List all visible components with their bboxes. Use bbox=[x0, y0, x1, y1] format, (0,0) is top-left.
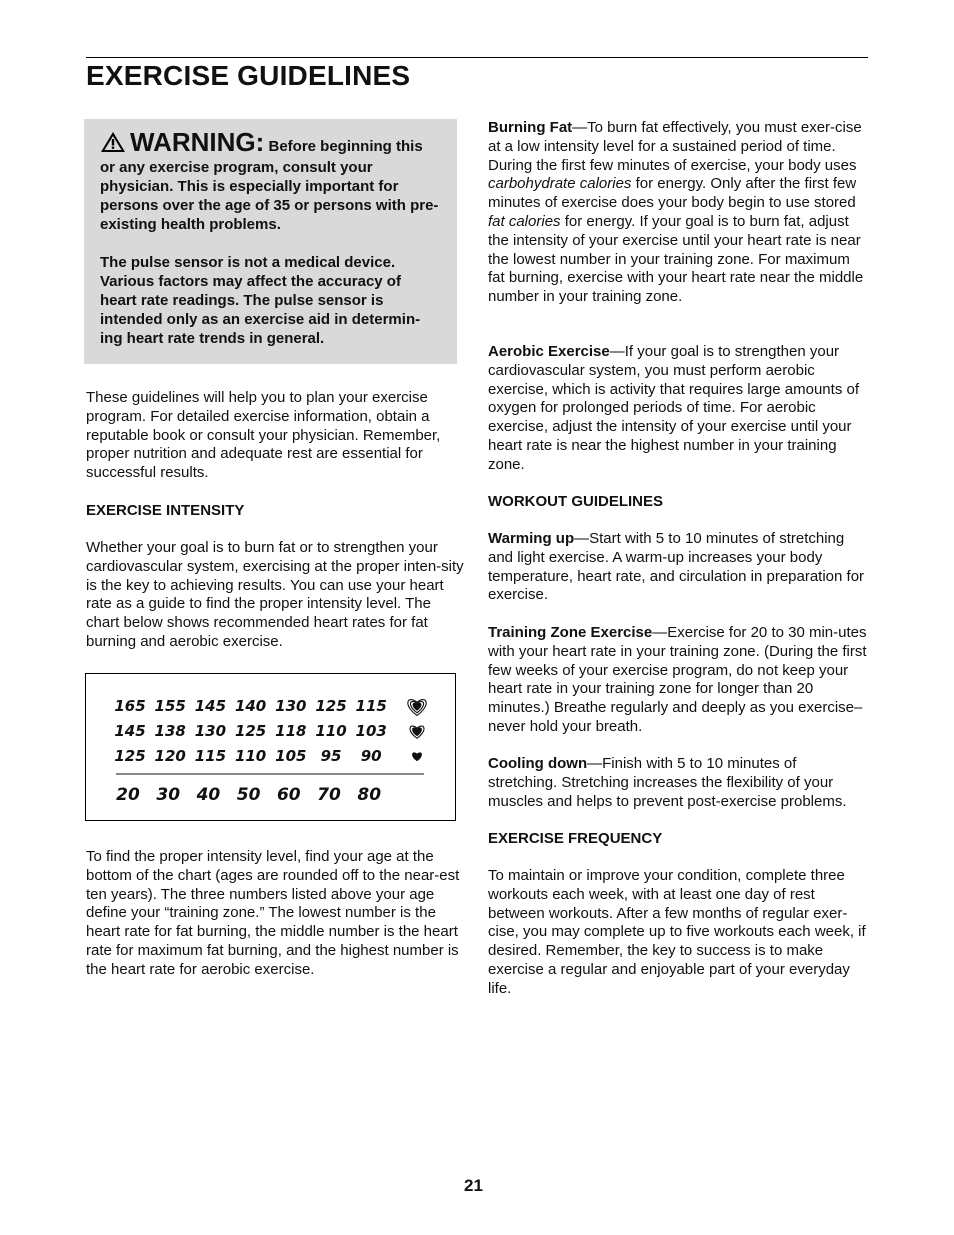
single-heart-icon bbox=[413, 753, 422, 761]
aerobic-paragraph: Aerobic Exercise—If your goal is to strengthen your cardiovascular system, you must perform aerobic exercise, which is activity that requires large amounts of oxygen for prolonged periods of time. For aerobic exercise, adjust the intensity of your exercise until your heart rate is near the highest number in your training zone. bbox=[488, 343, 859, 473]
age-label: 60 bbox=[276, 785, 301, 805]
heart-rate-value: 145 bbox=[194, 697, 227, 715]
heart-rate-value: 130 bbox=[275, 697, 307, 715]
burning-fat-paragraph: Burning Fat—To burn fat effectively, you must exer-cise at a low intensity level for a sustained period of time. During the first few minutes of exercise, your body uses carbohydrate calories for energy. Only after the first few minutes of exercise does your body begin to use stored fat calories for energy. If your goal is to burn fat, adjust the intensity of your exercise until your heart rate is near the lowest number in your training zone. For maximum fat burning, exercise with your heart rate near the middle number in your training zone. bbox=[488, 119, 864, 306]
double-heart-icon bbox=[410, 726, 424, 738]
warning-heading: WARNING: bbox=[130, 127, 265, 157]
intro-paragraph: These guidelines will help you to plan your exercise program. For detailed exercise information, obtain a reputable book or consult your physician. Remember, proper nutrition and adequate rest are essential for successful results. bbox=[86, 389, 441, 482]
cooling-paragraph: Cooling down—Finish with 5 to 10 minutes of stretching. Stretching increases the flexibility of your muscles and helps to prevent post-exercise problems. bbox=[488, 755, 847, 810]
heart-rate-value: 115 bbox=[355, 697, 387, 715]
heart-rate-value: 125 bbox=[114, 747, 146, 765]
heart-rate-value: 110 bbox=[234, 747, 267, 765]
workout-heading: WORKOUT GUIDELINES bbox=[488, 493, 663, 510]
workout-section bbox=[488, 493, 868, 512]
heart-rate-value: 130 bbox=[194, 722, 227, 740]
intensity-heading: EXERCISE INTENSITY bbox=[86, 502, 245, 519]
heart-rate-value: 145 bbox=[114, 722, 146, 740]
heart-rate-value: 140 bbox=[234, 697, 267, 715]
heart-rate-value: 155 bbox=[154, 697, 186, 715]
warning-paragraph-1 bbox=[100, 129, 441, 234]
heart-rate-chart-svg bbox=[86, 674, 457, 822]
frequency-paragraph: To maintain or improve your condition, complete three workouts each week, with at least one day of rest between workouts. After a few months of regular exer-cise, you may complete up to five workouts each week, if desired. Remember, the key to success is to make exercise a regular and enjoyable part of your everyday life. bbox=[488, 867, 866, 997]
age-label: 70 bbox=[317, 785, 341, 805]
warning-triangle-icon bbox=[100, 131, 126, 158]
after-chart-paragraph: To find the proper intensity level, find your age at the bottom of the chart (ages are rounded off to the near-est ten years). The three numbers listed above your age define your “training zone.” The lowest number is the heart rate for fat burning, the middle number is the heart rate for maximum fat burning, and the highest number is the heart rate for aerobic exercise. bbox=[86, 848, 460, 978]
warming-paragraph: Warming up—Start with 5 to 10 minutes of stretching and light exercise. A warm-up increases your body temperature, heart rate, and circulation in preparation for exercise. bbox=[488, 530, 865, 604]
heart-rate-value: 103 bbox=[355, 722, 387, 740]
age-label: 50 bbox=[236, 785, 261, 805]
training-label: Training Zone Exercise bbox=[488, 624, 653, 641]
intensity-paragraph: Whether your goal is to burn fat or to strengthen your cardiovascular system, exercising at the proper inten-sity is the key to achieving results. You can use your heart rate as a guide to find the proper intensity level. The chart below shows recommended heart rates for fat burning and aerobic exercise. bbox=[86, 539, 464, 650]
heart-rate-chart bbox=[85, 673, 456, 821]
aerobic-label: Aerobic Exercise bbox=[488, 343, 610, 360]
burning-fat-label: Burning Fat bbox=[488, 119, 573, 136]
age-label: 30 bbox=[156, 785, 181, 805]
warning-text-1: Before beginning this or any exercise program, consult your physician. This is especially important for persons over the age of 35 or persons with pre-existing health problems. bbox=[100, 138, 439, 233]
age-label: 80 bbox=[357, 785, 382, 805]
triple-heart-icon bbox=[408, 700, 426, 716]
heart-rate-value: 95 bbox=[320, 747, 342, 765]
warming-label: Warming up bbox=[488, 530, 575, 547]
cooling-label: Cooling down bbox=[488, 755, 588, 772]
intensity-section bbox=[86, 502, 464, 521]
heart-rate-value: 105 bbox=[275, 747, 307, 765]
warning-paragraph-2: The pulse sensor is not a medical device. Various factors may affect the accuracy of heart rate readings. The pulse sensor is intended only as an exercise aid in determin-ing heart rate trends in general. bbox=[100, 254, 421, 347]
page-title: EXERCISE GUIDELINES bbox=[86, 60, 411, 91]
age-label: 40 bbox=[196, 785, 221, 805]
heart-rate-value: 138 bbox=[154, 722, 186, 740]
heart-rate-value: 118 bbox=[275, 722, 307, 740]
frequency-heading: EXERCISE FREQUENCY bbox=[488, 830, 663, 847]
heart-rate-value: 120 bbox=[154, 747, 186, 765]
frequency-section bbox=[488, 830, 868, 849]
warning-box bbox=[84, 119, 457, 364]
heart-rate-value: 165 bbox=[114, 697, 146, 715]
age-label: 20 bbox=[116, 785, 140, 805]
top-rule bbox=[86, 57, 868, 58]
heart-rate-value: 115 bbox=[194, 747, 227, 765]
heart-rate-value: 110 bbox=[315, 722, 347, 740]
heart-rate-value: 125 bbox=[315, 697, 347, 715]
page-number: 21 bbox=[464, 1176, 483, 1195]
training-paragraph: Training Zone Exercise—Exercise for 20 to 30 min-utes with your heart rate in your training zone. (During the first few weeks of your exercise program, do not keep your heart rate in your training zone for longer than 20 minutes.) Breathe regularly and deeply as you exercise–never hold your breath. bbox=[488, 624, 867, 735]
heart-rate-value: 125 bbox=[234, 722, 267, 740]
heart-rate-value: 90 bbox=[360, 747, 382, 765]
